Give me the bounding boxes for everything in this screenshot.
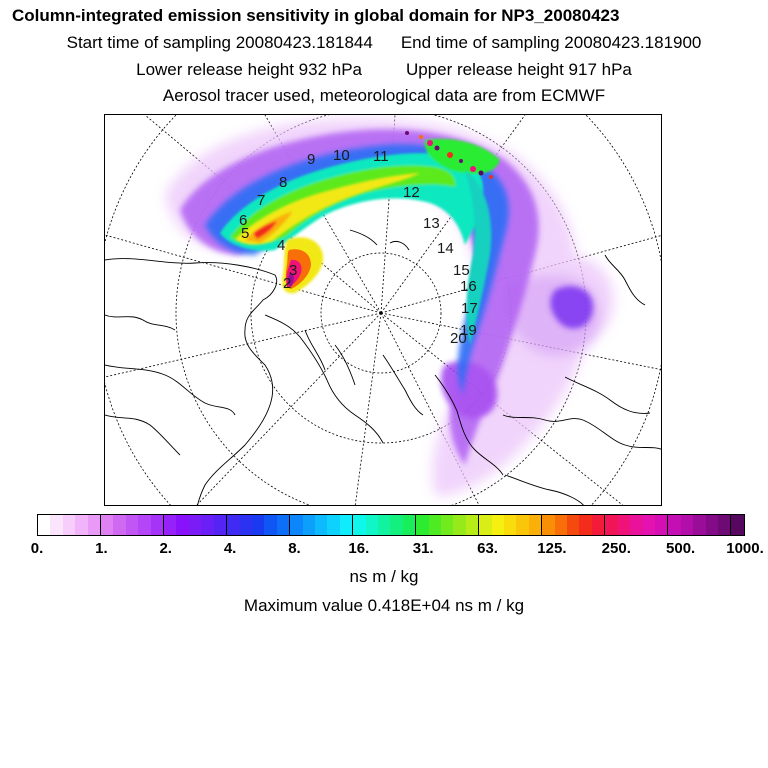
upper-release-height: Upper release height 917 hPa [406,60,632,79]
colorbar-labels [0,540,768,558]
day-label: 20 [450,330,467,347]
colorbar-swatch [264,515,276,535]
colorbar-label: 125. [537,540,567,557]
colorbar-swatch [453,515,465,535]
colorbar-swatch [340,515,352,535]
colorbar-swatch [567,515,579,535]
colorbar-swatch [240,515,252,535]
colorbar-swatch [88,515,100,535]
colorbar-label: 4. [223,540,237,557]
colorbar-label: 250. [601,540,631,557]
colorbar-swatch [693,515,705,535]
colorbar-swatch [643,515,655,535]
start-time: Start time of sampling 20080423.181844 [66,33,373,52]
colorbar-label: 16. [348,540,370,557]
day-label: 11 [373,148,389,165]
day-label: 19 [460,322,477,339]
day-label: 14 [437,240,454,257]
colorbar-swatch [38,515,50,535]
sampling-times [0,33,768,53]
day-label: 13 [423,215,440,232]
colorbar-label: 8. [288,540,301,557]
day-label: 3 [289,262,298,279]
colorbar-swatch [516,515,528,535]
colorbar-label: 1. [95,540,108,557]
colorbar-swatch [730,515,743,535]
colorbar-swatch [390,515,402,535]
colorbar-swatch [541,515,554,535]
colorbar-swatch [176,515,188,535]
colorbar-label: 31. [412,540,434,557]
colorbar-swatch [529,515,541,535]
colorbar-swatch [441,515,453,535]
day-label: 7 [257,192,266,209]
colorbar-swatch [579,515,591,535]
colorbar-swatch [706,515,718,535]
maximum-value: Maximum value 0.418E+04 ns m / kg [243,596,525,615]
day-label: 2 [283,275,292,292]
colorbar-swatch [50,515,62,535]
colorbar-swatch [630,515,642,535]
colorbar-swatch [252,515,264,535]
day-label: 4 [277,237,286,254]
colorbar-swatch [478,515,491,535]
colorbar-swatch [352,515,365,535]
day-label: 5 [241,225,250,242]
colorbar-swatch [555,515,567,535]
colorbar-swatch [655,515,667,535]
lower-release-height: Lower release height 932 hPa [136,60,362,79]
colorbar-swatch [126,515,138,535]
colorbar-swatch [718,515,730,535]
colorbar-label: 63. [477,540,498,557]
tracer-info: Aerosol tracer used, meteorological data are from ECMWF [162,86,606,105]
colorbar-label: 0. [30,540,44,557]
colorbar-swatch [277,515,289,535]
colorbar-swatch [378,515,390,535]
day-label: 15 [453,262,470,279]
colorbar-swatch [63,515,75,535]
colorbar-swatch [100,515,113,535]
colorbar-label: 500. [666,540,696,557]
colorbar-swatch [315,515,327,535]
colorbar-swatch [366,515,378,535]
day-label: 17 [461,300,478,317]
day-label: 12 [403,184,420,201]
colorbar-swatch [75,515,87,535]
plot-title: Column-integrated emission sensitivity in global domain for NP3_20080423 [12,6,620,25]
colorbar-swatch [289,515,302,535]
colorbar-swatch [667,515,680,535]
day-label: 9 [307,151,316,168]
release-heights [0,60,768,80]
map-svg [105,115,662,506]
day-label: 8 [279,174,288,191]
colorbar-swatch [592,515,604,535]
colorbar-swatch [415,515,428,535]
colorbar-swatch [618,515,630,535]
colorbar-swatch [303,515,315,535]
day-label: 10 [333,147,350,164]
colorbar-swatch [403,515,415,535]
day-label: 16 [460,278,477,295]
colorbar-swatch [214,515,226,535]
colorbar-swatch [189,515,201,535]
colorbar-swatch [429,515,441,535]
colorbar [37,514,745,536]
colorbar-units: ns m / kg [349,567,419,586]
colorbar-swatch [604,515,617,535]
colorbar-swatch [226,515,239,535]
colorbar-label: 2. [159,540,172,557]
colorbar-swatch [163,515,176,535]
end-time: End time of sampling 20080423.181900 [400,33,702,52]
colorbar-swatch [681,515,693,535]
colorbar-swatch [504,515,516,535]
colorbar-swatch [138,515,150,535]
sensitivity-map [104,114,662,506]
colorbar-swatch [327,515,339,535]
colorbar-swatch [151,515,163,535]
day-label: 6 [239,212,248,229]
colorbar-swatch [492,515,504,535]
colorbar-label: 1000. [726,540,764,557]
colorbar-swatch [466,515,478,535]
colorbar-swatch [113,515,125,535]
colorbar-swatch [201,515,213,535]
